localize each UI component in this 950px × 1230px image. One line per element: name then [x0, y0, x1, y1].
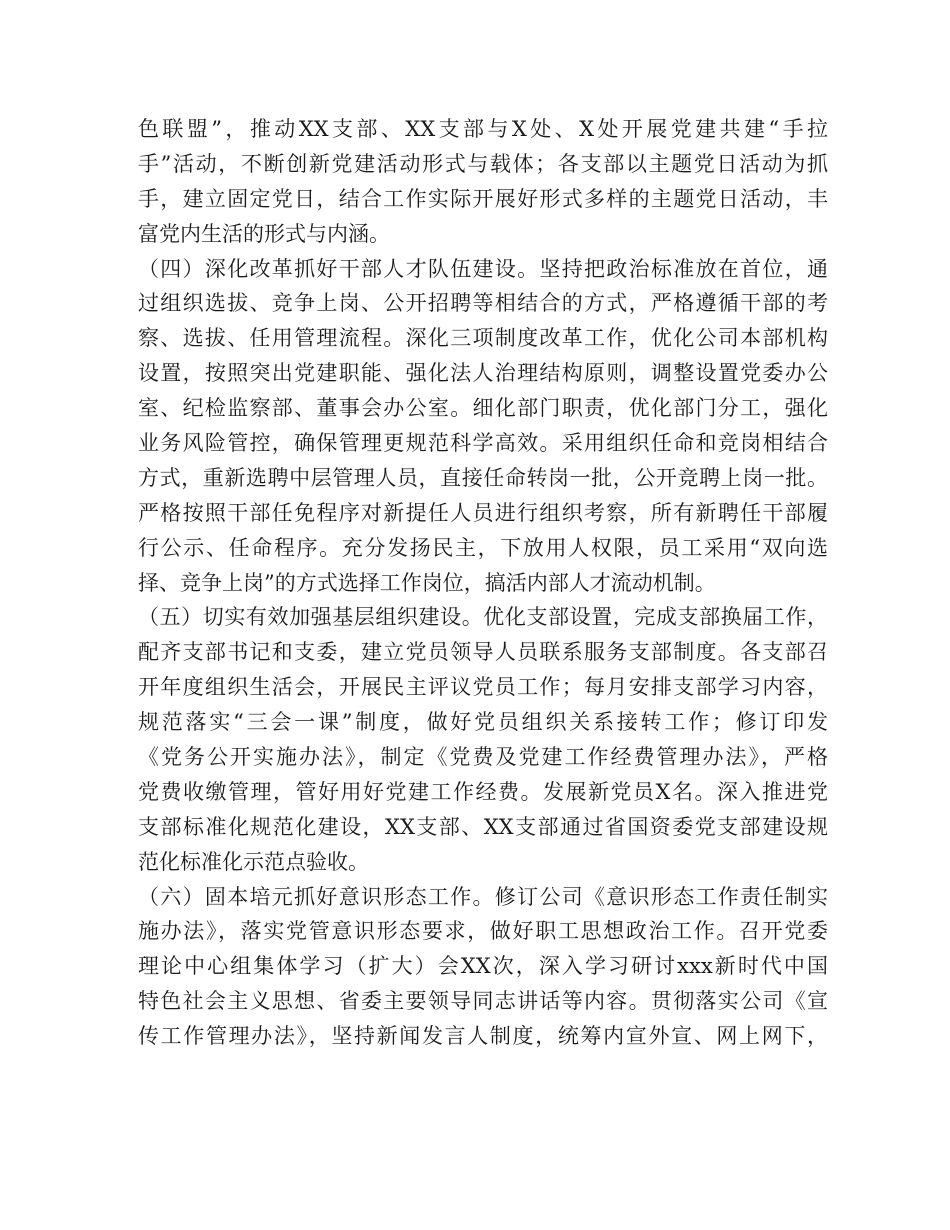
- section-heading-line: （四）深化改革抓好干部人才队伍建设。坚持把政治标准放在首位，通: [138, 256, 828, 281]
- section-heading-line: （五）切实有效加强基层组织建设。优化支部设置，完成支部换届工作，: [138, 605, 828, 630]
- text-line: 业务风险管控，确保管理更规范科学高效。采用组织任命和竞岗相结合: [138, 431, 828, 456]
- text-line: 规范落实“三会一课”制度，做好党员组织关系接转工作；修订印发: [138, 710, 828, 735]
- section-heading-line: （六）固本培元抓好意识形态工作。修订公司《意识形态工作责任制实: [138, 884, 828, 909]
- text-line: 富党内生活的形式与内涵。: [138, 221, 390, 246]
- text-line: 设置，按照突出党建职能、强化法人治理结构原则，调整设置党委办公: [138, 361, 828, 386]
- body-text: [138, 112, 828, 1054]
- text-line: 察、选拔、任用管理流程。深化三项制度改革工作，优化公司本部机构: [138, 326, 828, 351]
- text-line: 范化标准化示范点验收。: [138, 849, 369, 874]
- text-line: 开年度组织生活会，开展民主评议党员工作；每月安排支部学习内容，: [138, 675, 828, 700]
- text-line: 配齐支部书记和支委，建立党员领导人员联系服务支部制度。各支部召: [138, 640, 828, 665]
- text-line: 党费收缴管理，管好用好党建工作经费。发展新党员X名。深入推进党: [138, 779, 828, 804]
- text-line: 择、竞争上岗”的方式选择工作岗位，搞活内部人才流动机制。: [138, 570, 716, 595]
- text-line: 特色社会主义思想、省委主要领导同志讲话等内容。贯彻落实公司《宣: [138, 989, 828, 1014]
- text-line: 方式，重新选聘中层管理人员，直接任命转岗一批，公开竞聘上岗一批。: [138, 465, 828, 490]
- text-line: 过组织选拔、竞争上岗、公开招聘等相结合的方式，严格遵循干部的考: [138, 291, 828, 316]
- text-line: 严格按照干部任免程序对新提任人员进行组织考察，所有新聘任干部履: [138, 500, 828, 525]
- text-line: 《党务公开实施办法》，制定《党费及党建工作经费管理办法》，严格: [138, 745, 828, 770]
- text-line: 传工作管理办法》，坚持新闻发言人制度，统筹内宣外宣、网上网下，: [138, 1024, 828, 1049]
- text-line: 手”活动，不断创新党建活动形式与载体；各支部以主题党日活动为抓: [138, 151, 828, 176]
- text-line: 理论中心组集体学习（扩大）会XX次，深入学习研讨xxx新时代中国: [138, 954, 828, 979]
- text-line: 室、纪检监察部、董事会办公室。细化部门职责，优化部门分工，强化: [138, 396, 828, 421]
- text-line: 手，建立固定党日，结合工作实际开展好形式多样的主题党日活动，丰: [138, 186, 828, 211]
- text-line: 施办法》，落实党管意识形态要求，做好职工思想政治工作。召开党委: [138, 919, 828, 944]
- text-line: 色联盟”，推动XX支部、XX支部与X处、X处开展党建共建“手拉: [138, 117, 828, 141]
- text-line: 行公示、任命程序。充分发扬民主，下放用人权限，员工采用“双向选: [138, 535, 828, 560]
- text-line: 支部标准化规范化建设，XX支部、XX支部通过省国资委党支部建设规: [138, 814, 828, 839]
